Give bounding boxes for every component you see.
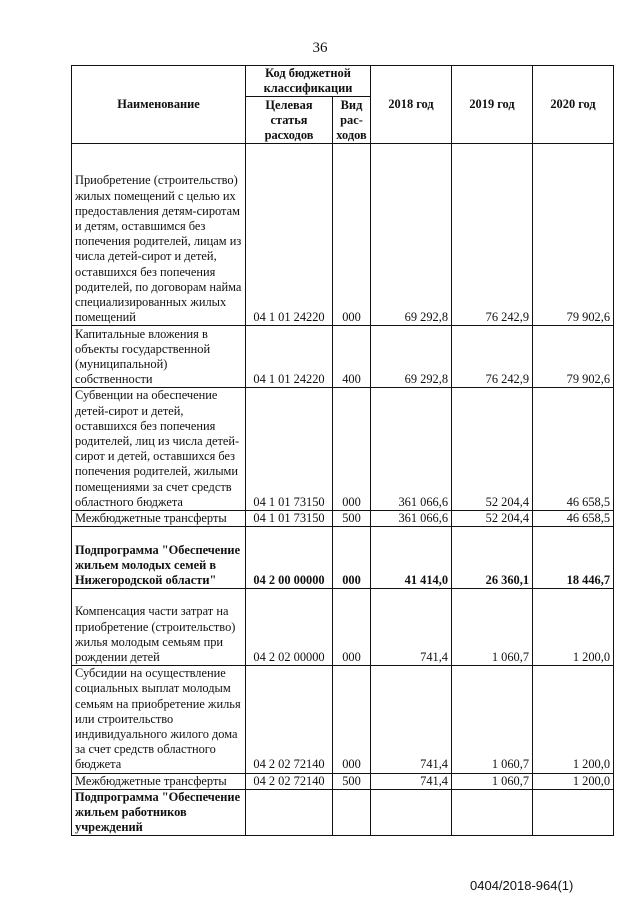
table-row [72,527,614,589]
row-name: Субсидии на осуществление социальных выплат молодым семьям на приобретение жилья или строительство индивидуального жилого дома за счет средств областного бюджета [72,666,246,773]
row-value-2018: 741,4 [371,666,452,773]
row-code: 04 1 01 73150 [246,388,333,511]
row-name: Субвенции на обеспечение детей-сирот и детей, оставшихся без попечения родителей, лиц из числа детей-сирот и детей, оставшихся без попечения родителей, жилыми помещениями за счет средств областного бюджета [72,388,246,511]
row-type: 000 [333,144,371,326]
table-row [72,144,614,326]
table-row [72,773,614,789]
row-value-2020: 1 200,0 [533,666,614,773]
row-value-2018: 41 414,0 [371,527,452,589]
page-number: 36 [312,40,328,56]
row-type: 500 [333,511,371,527]
row-code [246,789,333,836]
row-code: 04 1 01 24220 [246,326,333,388]
header-budget-code: Код бюджетной классификации [246,66,371,97]
row-value-2019 [452,789,533,836]
row-value-2019: 26 360,1 [452,527,533,589]
row-value-2018: 361 066,6 [371,511,452,527]
row-name: Капитальные вложения в объекты государственной (муниципальной) собственности [72,326,246,388]
row-value-2019: 76 242,9 [452,144,533,326]
row-type: 000 [333,388,371,511]
budget-table [71,65,614,836]
row-code: 04 1 01 73150 [246,511,333,527]
row-name: Подпрограмма "Обеспечение жильем молодых семей в Нижегородской области" [72,527,246,589]
row-value-2019: 52 204,4 [452,388,533,511]
row-code: 04 2 02 00000 [246,589,333,666]
table-row [72,666,614,773]
document-code: 0404/2018-964(1) [470,878,574,893]
table-row [72,789,614,836]
row-value-2020 [533,789,614,836]
row-name: Компенсация части затрат на приобретение (строительство) жилья молодым семьям при рождении детей [72,589,246,666]
row-value-2018: 361 066,6 [371,388,452,511]
row-value-2020: 79 902,6 [533,144,614,326]
row-name: Межбюджетные трансферты [72,511,246,527]
row-value-2020: 18 446,7 [533,527,614,589]
row-value-2019: 76 242,9 [452,326,533,388]
header-year-2018: 2018 год [371,66,452,144]
row-value-2020: 1 200,0 [533,773,614,789]
header-year-2020: 2020 год [533,66,614,144]
row-value-2019: 1 060,7 [452,666,533,773]
row-value-2020: 46 658,5 [533,511,614,527]
table-row [72,589,614,666]
row-name: Подпрограмма "Обеспечение жильем работников учреждений [72,789,246,836]
row-name: Приобретение (строительство) жилых помещений с целью их предоставления детям-сиротам и детям, оставшимся без попечения родителей, лицам из числа детей-сирот и детей, оставшихся без попечения родителей, по договорам найма специализированных жилых помещений [72,144,246,326]
row-type [333,789,371,836]
row-value-2020: 79 902,6 [533,326,614,388]
row-type: 000 [333,527,371,589]
row-code: 04 1 01 24220 [246,144,333,326]
header-year-2019: 2019 год [452,66,533,144]
table-row [72,388,614,511]
header-expense-type: Вид рас-ходов [333,97,371,144]
row-value-2020: 46 658,5 [533,388,614,511]
header-name: Наименование [72,66,246,144]
row-type: 000 [333,666,371,773]
row-value-2018: 69 292,8 [371,326,452,388]
row-value-2019: 1 060,7 [452,773,533,789]
row-type: 500 [333,773,371,789]
row-code: 04 2 02 72140 [246,666,333,773]
row-value-2018 [371,789,452,836]
row-code: 04 2 00 00000 [246,527,333,589]
row-value-2018: 741,4 [371,773,452,789]
row-type: 400 [333,326,371,388]
row-value-2018: 741,4 [371,589,452,666]
header-target-article: Целевая статья расходов [246,97,333,144]
row-value-2019: 52 204,4 [452,511,533,527]
row-type: 000 [333,589,371,666]
row-value-2020: 1 200,0 [533,589,614,666]
table-row [72,511,614,527]
row-value-2019: 1 060,7 [452,589,533,666]
row-code: 04 2 02 72140 [246,773,333,789]
row-name: Межбюджетные трансферты [72,773,246,789]
table-row [72,326,614,388]
row-value-2018: 69 292,8 [371,144,452,326]
